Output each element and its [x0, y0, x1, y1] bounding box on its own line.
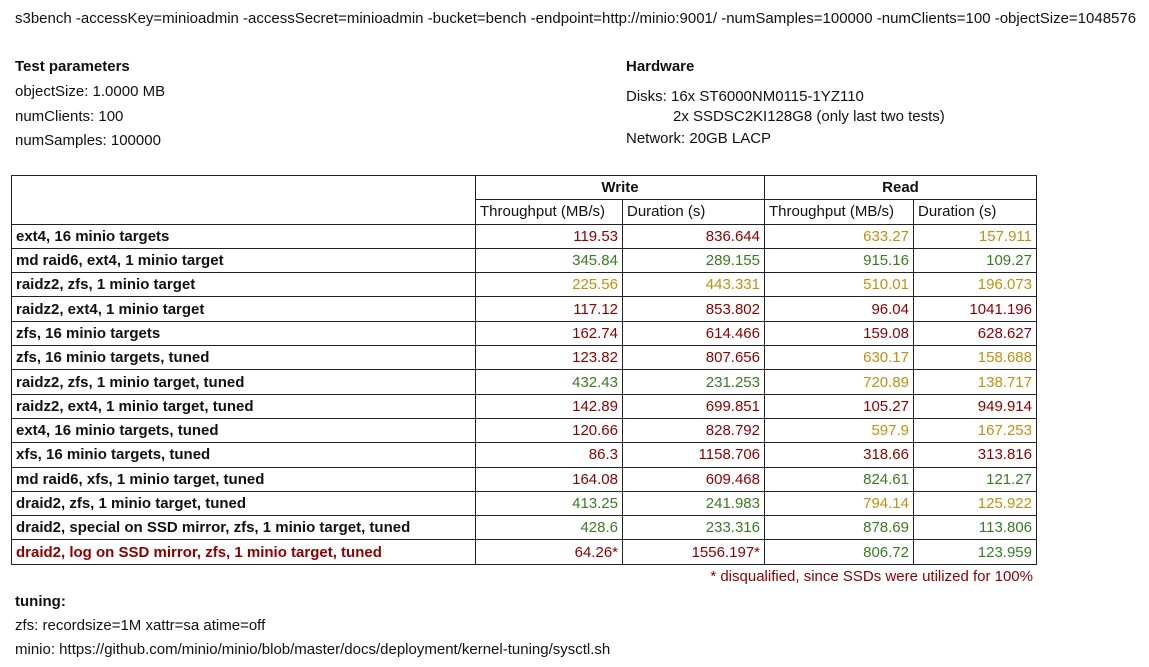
- write-duration-cell: 233.316: [623, 516, 765, 540]
- write-duration-cell: 614.466: [623, 321, 765, 345]
- read-throughput-cell: 630.17: [765, 346, 914, 370]
- corner-cell: [12, 176, 476, 225]
- write-throughput-cell: 117.12: [476, 297, 623, 321]
- table-row: [12, 346, 1037, 370]
- object-size: objectSize: 1.0000 MB: [15, 83, 166, 100]
- row-label: md raid6, ext4, 1 minio target: [12, 248, 476, 272]
- write-throughput-cell: 120.66: [476, 418, 623, 442]
- read-duration-cell: 123.959: [914, 540, 1037, 564]
- results-table: [11, 175, 1037, 565]
- read-duration-cell: 196.073: [914, 273, 1037, 297]
- row-label: raidz2, zfs, 1 minio target: [12, 273, 476, 297]
- table-row: [12, 321, 1037, 345]
- disks-line-2: 2x SSDSC2KI128G8 (only last two tests): [673, 107, 945, 125]
- row-label: xfs, 16 minio targets, tuned: [12, 443, 476, 467]
- row-label: md raid6, xfs, 1 minio target, tuned: [12, 467, 476, 491]
- table-row: [12, 370, 1037, 394]
- hardware-title: Hardware: [626, 58, 695, 75]
- write-throughput-cell: 428.6: [476, 516, 623, 540]
- read-duration-cell: 138.717: [914, 370, 1037, 394]
- read-duration-cell: 628.627: [914, 321, 1037, 345]
- read-throughput-cell: 96.04: [765, 297, 914, 321]
- row-label: raidz2, ext4, 1 minio target, tuned: [12, 394, 476, 418]
- col-write-throughput: Throughput (MB/s): [476, 200, 623, 224]
- write-throughput-cell: 225.56: [476, 273, 623, 297]
- row-label: ext4, 16 minio targets, tuned: [12, 418, 476, 442]
- row-label: draid2, special on SSD mirror, zfs, 1 minio target, tuned: [12, 516, 476, 540]
- read-duration-cell: 113.806: [914, 516, 1037, 540]
- col-read-throughput: Throughput (MB/s): [765, 200, 914, 224]
- read-throughput-cell: 878.69: [765, 516, 914, 540]
- num-samples: numSamples: 100000: [15, 132, 161, 149]
- row-label: zfs, 16 minio targets, tuned: [12, 346, 476, 370]
- read-duration-cell: 157.911: [914, 224, 1037, 248]
- write-duration-cell: 289.155: [623, 248, 765, 272]
- read-throughput-cell: 806.72: [765, 540, 914, 564]
- read-duration-cell: 167.253: [914, 418, 1037, 442]
- read-throughput-cell: 105.27: [765, 394, 914, 418]
- group-read: Read: [765, 176, 1037, 200]
- write-throughput-cell: 162.74: [476, 321, 623, 345]
- write-throughput-cell: 164.08: [476, 467, 623, 491]
- write-duration-cell: 609.468: [623, 467, 765, 491]
- write-duration-cell: 828.792: [623, 418, 765, 442]
- read-duration-cell: 949.914: [914, 394, 1037, 418]
- row-label: draid2, zfs, 1 minio target, tuned: [12, 491, 476, 515]
- table-row: [12, 248, 1037, 272]
- write-duration-cell: 1556.197*: [623, 540, 765, 564]
- write-duration-cell: 807.656: [623, 346, 765, 370]
- write-duration-cell: 836.644: [623, 224, 765, 248]
- row-label: zfs, 16 minio targets: [12, 321, 476, 345]
- write-throughput-cell: 142.89: [476, 394, 623, 418]
- table-row: [12, 273, 1037, 297]
- tuning-minio: minio: https://github.com/minio/minio/blob/master/docs/deployment/kernel-tuning/sysctl.sh: [15, 641, 611, 658]
- tuning-zfs: zfs: recordsize=1M xattr=sa atime=off: [15, 617, 266, 634]
- command-line: s3bench -accessKey=minioadmin -accessSecret=minioadmin -bucket=bench -endpoint=http://minio:9001/ -numSamples=100000 -numClients=100 -objectSize=1048576: [15, 10, 1137, 27]
- read-throughput-cell: 794.14: [765, 491, 914, 515]
- table-row: [12, 443, 1037, 467]
- write-duration-cell: 241.983: [623, 491, 765, 515]
- col-write-duration: Duration (s): [623, 200, 765, 224]
- read-duration-cell: 313.816: [914, 443, 1037, 467]
- table-row: [12, 491, 1037, 515]
- row-label: raidz2, ext4, 1 minio target: [12, 297, 476, 321]
- hardware: [626, 58, 945, 150]
- write-throughput-cell: 123.82: [476, 346, 623, 370]
- row-label: raidz2, zfs, 1 minio target, tuned: [12, 370, 476, 394]
- write-duration-cell: 1158.706: [623, 443, 765, 467]
- table-row: [12, 418, 1037, 442]
- write-duration-cell: 699.851: [623, 394, 765, 418]
- read-throughput-cell: 633.27: [765, 224, 914, 248]
- table-row: [12, 394, 1037, 418]
- write-throughput-cell: 86.3: [476, 443, 623, 467]
- write-throughput-cell: 119.53: [476, 224, 623, 248]
- read-duration-cell: 125.922: [914, 491, 1037, 515]
- read-throughput-cell: 720.89: [765, 370, 914, 394]
- write-duration-cell: 443.331: [623, 273, 765, 297]
- read-duration-cell: 109.27: [914, 248, 1037, 272]
- read-throughput-cell: 318.66: [765, 443, 914, 467]
- read-duration-cell: 1041.196: [914, 297, 1037, 321]
- disqualified-note: * disqualified, since SSDs were utilized for 100%: [710, 568, 1033, 585]
- read-throughput-cell: 510.01: [765, 273, 914, 297]
- table-row: [12, 540, 1037, 564]
- read-throughput-cell: 824.61: [765, 467, 914, 491]
- read-throughput-cell: 597.9: [765, 418, 914, 442]
- write-duration-cell: 853.802: [623, 297, 765, 321]
- write-duration-cell: 231.253: [623, 370, 765, 394]
- table-row: [12, 516, 1037, 540]
- col-read-duration: Duration (s): [914, 200, 1037, 224]
- table-row: [12, 224, 1037, 248]
- test-parameters: [15, 58, 165, 157]
- network: Network: 20GB LACP: [626, 130, 772, 147]
- read-duration-cell: 158.688: [914, 346, 1037, 370]
- read-throughput-cell: 159.08: [765, 321, 914, 345]
- group-write: Write: [476, 176, 765, 200]
- row-label: draid2, log on SSD mirror, zfs, 1 minio target, tuned: [12, 540, 476, 564]
- tuning-title: tuning:: [15, 593, 66, 610]
- write-throughput-cell: 345.84: [476, 248, 623, 272]
- num-clients: numClients: 100: [15, 107, 124, 125]
- row-label: ext4, 16 minio targets: [12, 224, 476, 248]
- write-throughput-cell: 64.26*: [476, 540, 623, 564]
- table-row: [12, 297, 1037, 321]
- tuning: [15, 593, 610, 665]
- write-throughput-cell: 413.25: [476, 491, 623, 515]
- disks-line-1: Disks: 16x ST6000NM0115-1YZ110: [626, 88, 864, 105]
- read-throughput-cell: 915.16: [765, 248, 914, 272]
- read-duration-cell: 121.27: [914, 467, 1037, 491]
- test-parameters-title: Test parameters: [15, 58, 130, 75]
- table-row: [12, 467, 1037, 491]
- write-throughput-cell: 432.43: [476, 370, 623, 394]
